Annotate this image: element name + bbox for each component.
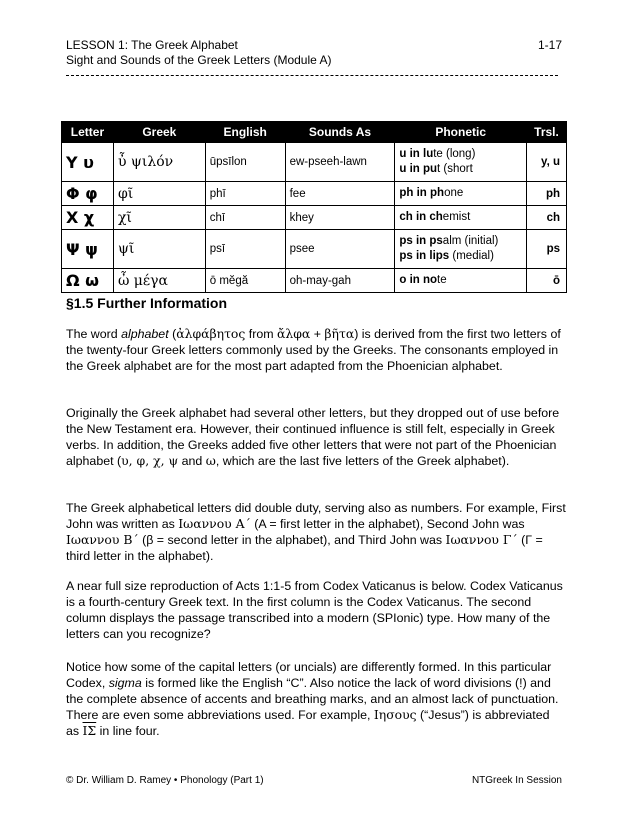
- page-number: 1-17: [537, 38, 562, 52]
- table-row-chi: [62, 206, 567, 230]
- footer-series-title: NTGreek In Session: [471, 775, 562, 786]
- column-header-letter: Letter: [62, 122, 114, 143]
- english-name-cell: ō mĕgă: [205, 269, 285, 293]
- sounds-as-cell: khey: [285, 206, 395, 230]
- english-name-cell: phī: [205, 182, 285, 206]
- table-row-phi: [62, 182, 567, 206]
- table-row-omega: [62, 269, 567, 293]
- column-header-trsl: Trsl.: [527, 122, 567, 143]
- lesson-title: LESSON 1: The Greek Alphabet: [66, 38, 238, 52]
- english-name-cell: chī: [205, 206, 285, 230]
- lesson-subtitle: Sight and Sounds of the Greek Letters (Module A): [66, 53, 332, 67]
- column-header-sounds-as: Sounds As: [285, 122, 395, 143]
- english-name-cell: ūpsīlon: [205, 143, 285, 182]
- transliteration-cell: ps: [527, 230, 567, 269]
- page-header: [66, 38, 562, 53]
- greek-name-cell: χῖ: [113, 206, 205, 230]
- greek-name-cell: ὦ μέγα: [113, 269, 205, 293]
- sounds-as-cell: oh-may-gah: [285, 269, 395, 293]
- greek-name-cell: ὖ ψιλόν: [113, 143, 205, 182]
- phonetic-cell: ph in phone: [395, 182, 527, 206]
- phonetic-cell: u in lute (long) u in put (short: [395, 143, 527, 182]
- transliteration-cell: ph: [527, 182, 567, 206]
- table-row-upsilon: [62, 143, 567, 182]
- transliteration-cell: ō: [527, 269, 567, 293]
- sounds-as-cell: ew-pseeh-lawn: [285, 143, 395, 182]
- footer-copyright: © Dr. William D. Ramey • Phonology (Part 1): [66, 775, 264, 786]
- phonetic-cell: o in note: [395, 269, 527, 293]
- sounds-as-cell: psee: [285, 230, 395, 269]
- english-name-cell: psī: [205, 230, 285, 269]
- transliteration-cell: y, u: [527, 143, 567, 182]
- letter-cell: Ω ω: [62, 269, 114, 293]
- letter-cell: Υ υ: [62, 143, 114, 182]
- table-header-row: [62, 122, 567, 143]
- column-header-phonetic: Phonetic: [395, 122, 527, 143]
- greek-letters-table: [61, 121, 567, 293]
- section-heading: §1.5 Further Information: [66, 295, 228, 311]
- paragraph-alphabet-origin: The word alphabet (ἀλφάβητος from ἄλφα + βῆτα) is derived from the first two letters of the twenty-four Greek letters commonly used by the Greeks. The consonants employed in the Greek alphabet are for the most part adapted from the Phoenician alphabet.: [66, 326, 561, 373]
- sounds-as-cell: fee: [285, 182, 395, 206]
- paragraph-letters-as-numbers: The Greek alphabetical letters did double duty, serving also as numbers. For example, First John was written as Ιωαννου Α´ (A = first letter in the alphabet), Second John was Ιωαννου Β´ (β = second letter in the alphabet), and Third John was Ιωαννου Γ´ (Γ = third letter in the alphabet).: [66, 501, 566, 563]
- greek-name-cell: ψῖ: [113, 230, 205, 269]
- letter-cell: Φ φ: [62, 182, 114, 206]
- phonetic-cell: ps in psalm (initial) ps in lips (medial): [395, 230, 527, 269]
- paragraph-additional-letters: Originally the Greek alphabet had several other letters, but they dropped out of use before the New Testament era. However, their continued influence is still felt, especially in Greek verbs. In addition, the Greeks added five other letters that were not part of the Phoenician alphabet (υ, φ, χ, ψ and ω, which are the last five letters of the Greek alphabet).: [66, 406, 560, 468]
- letter-cell: Ψ ψ: [62, 230, 114, 269]
- header-divider: [66, 75, 558, 76]
- page-footer: [66, 775, 562, 786]
- paragraph-uncials: Notice how some of the capital letters (or uncials) are differently formed. In this particular Codex, sigma is formed like the English “C”. Also notice the lack of word divisions (!) and the complete absence of accents and breathing marks, and an almost lack of punctuation. There are even some abbreviations used. For example, Ιησους (“Jesus”) is abbreviated as $\overline{I\Sigma}$ in line four.: [66, 660, 559, 738]
- transliteration-cell: ch: [527, 206, 567, 230]
- greek-name-cell: φῖ: [113, 182, 205, 206]
- table-row-psi: [62, 230, 567, 269]
- phonetic-cell: ch in chemist: [395, 206, 527, 230]
- letter-cell: Χ χ: [62, 206, 114, 230]
- column-header-english: English: [205, 122, 285, 143]
- paragraph-codex-vaticanus: A near full size reproduction of Acts 1:1-5 from Codex Vaticanus is below. Codex Vaticanus is a fourth-century Greek text. In the first column is the Codex Vaticanus. The second column displays the passage transcribed into a modern (SPIonic) type. How many of the letters can you recognize?: [66, 579, 563, 641]
- column-header-greek: Greek: [113, 122, 205, 143]
